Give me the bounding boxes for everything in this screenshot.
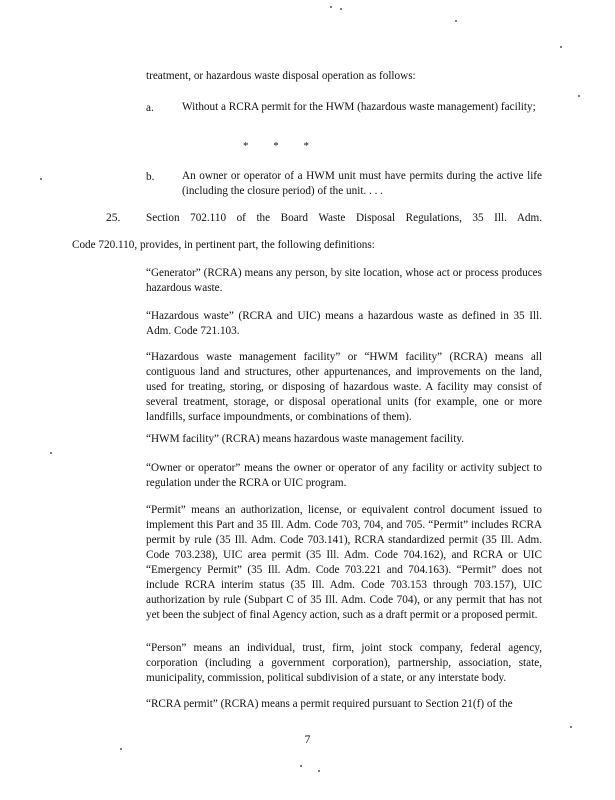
definition-rcra-permit: “RCRA permit” (RCRA) means a permit required pursuant to Section 21(f) of the xyxy=(146,698,513,710)
definition-owner-operator: “Owner or operator” means the owner or operator of any facility or activity subject to regulation under the RCRA or UIC program. xyxy=(146,462,542,489)
item-a-text: Without a RCRA permit for the HWM (hazardous waste management) facility; xyxy=(182,101,536,113)
definition-hwm-facility: “HWM facility” (RCRA) means hazardous waste management facility. xyxy=(146,433,465,445)
scan-speck xyxy=(578,95,580,97)
scan-speck xyxy=(560,46,562,48)
paragraph-25-second-line: Code 720.110, provides, in pertinent part, the following definitions: xyxy=(72,239,375,251)
scan-speck xyxy=(50,452,52,454)
definition-hazardous-waste: “Hazardous waste” (RCRA and UIC) means a hazardous waste as defined in 35 Ill. Adm. Code 721.103. xyxy=(146,310,542,337)
definition-generator: “Generator” (RCRA) means any person, by site location, whose act or process produces hazardous waste. xyxy=(146,267,542,294)
definition-hwm-facility-long: “Hazardous waste management facility” or “HWM facility” (RCRA) means all contiguous land and structures, other appurtenances, and improvements on the land, used for treating, storing, or disposing of hazardous waste. A facility may consist of several treatment, storage, or disposal operational units (for example, one or more landfills, surface impoundments, or combinations of them). xyxy=(146,351,542,423)
scan-speck xyxy=(300,765,302,767)
scan-speck xyxy=(340,8,342,10)
scan-speck xyxy=(455,20,457,22)
paragraph-25-number: 25. xyxy=(106,212,121,224)
scan-speck xyxy=(120,748,122,750)
page-number: 7 xyxy=(304,734,311,746)
intro-line: treatment, or hazardous waste disposal operation as follows: xyxy=(146,70,416,82)
scan-speck xyxy=(570,726,572,728)
item-a-marker: a. xyxy=(146,102,154,114)
paragraph-25-first-line: Section 702.110 of the Board Waste Disposal Regulations, 35 Ill. Adm. xyxy=(146,212,542,224)
scan-speck xyxy=(40,178,42,180)
ellipsis-stars: * * * xyxy=(243,140,311,152)
item-b-text: An owner or operator of a HWM unit must have permits during the active life (including the closure period) of the unit. . . . xyxy=(182,170,542,197)
definition-permit: “Permit” means an authorization, license, or equivalent control document issued to implement this Part and 35 Ill. Adm. Code 703, 704, and 705. “Permit” includes RCRA permit by rule (35 Ill. Adm. Code 703.141), RCRA standardized permit (35 Ill. Adm. Code 703.238), UIC area permit (35 Ill. Adm. Code 704.162), and RCRA or UIC “Emergency Permit” (35 Ill. Adm. Code 703.221 and 704.163). “Permit” does not include RCRA interim status (35 Ill. Adm. Code 703.153 through 703.157), UIC authorization by rule (Subpart C of 35 Ill. Adm. Code 704), or any permit that has not yet been the subject of final Agency action, such as a draft permit or a proposed permit. xyxy=(146,504,542,621)
item-b-marker: b. xyxy=(146,171,155,183)
scan-speck xyxy=(330,6,332,8)
scan-speck xyxy=(318,770,320,772)
definition-person: “Person” means an individual, trust, firm, joint stock company, federal agency, corporation (including a government corporation), partnership, association, state, municipality, commission, political subdivision of a state, or any interstate body. xyxy=(146,642,542,684)
